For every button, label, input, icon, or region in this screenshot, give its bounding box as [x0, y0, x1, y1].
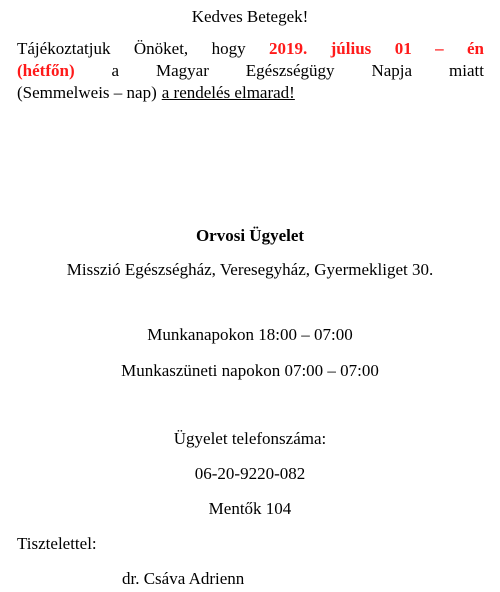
holiday-hours: Munkaszüneti napokon 07:00 – 07:00 [121, 361, 379, 380]
date-word: július [330, 39, 372, 58]
duty-title: Orvosi Ügyelet [195, 226, 305, 245]
date-word: – [435, 39, 444, 58]
notice-line-2 [17, 60, 484, 82]
notice-line-1 [17, 38, 484, 60]
duty-phone: 06-20-9220-082 [194, 464, 306, 483]
date-word: én [467, 39, 484, 58]
notice-word: Tájékoztatjuk [17, 39, 111, 58]
notice-word: Önöket, [133, 39, 189, 58]
notice-word: Magyar [156, 61, 209, 80]
closing-regards: Tisztelettel: [17, 534, 97, 553]
greeting: Kedves Betegek! [191, 7, 309, 26]
duty-address: Misszió Egészségház, Veresegyház, Gyermekliget 30. [66, 260, 434, 279]
date-word: 01 [394, 39, 412, 58]
ambulance-phone: Mentők 104 [208, 499, 292, 518]
notice-line-3 [17, 82, 484, 104]
signature: dr. Csáva Adrienn [122, 569, 245, 588]
notice-reason: (Semmelweis – nap) [17, 83, 157, 102]
notice-word: hogy [211, 39, 246, 58]
phone-label: Ügyelet telefonszáma: [173, 429, 327, 448]
notice-word: Napja [371, 61, 413, 80]
notice-word: miatt [449, 61, 484, 80]
workday-hours: Munkanapokon 18:00 – 07:00 [147, 325, 353, 344]
date-weekday: (hétfőn) [17, 61, 75, 80]
notice-word: a [111, 61, 120, 80]
cancelled-notice: a rendelés elmarad! [161, 83, 295, 102]
notice-word: Egészségügy [245, 61, 335, 80]
notice-paragraph [17, 38, 484, 104]
date-word: 2019. [268, 39, 308, 58]
